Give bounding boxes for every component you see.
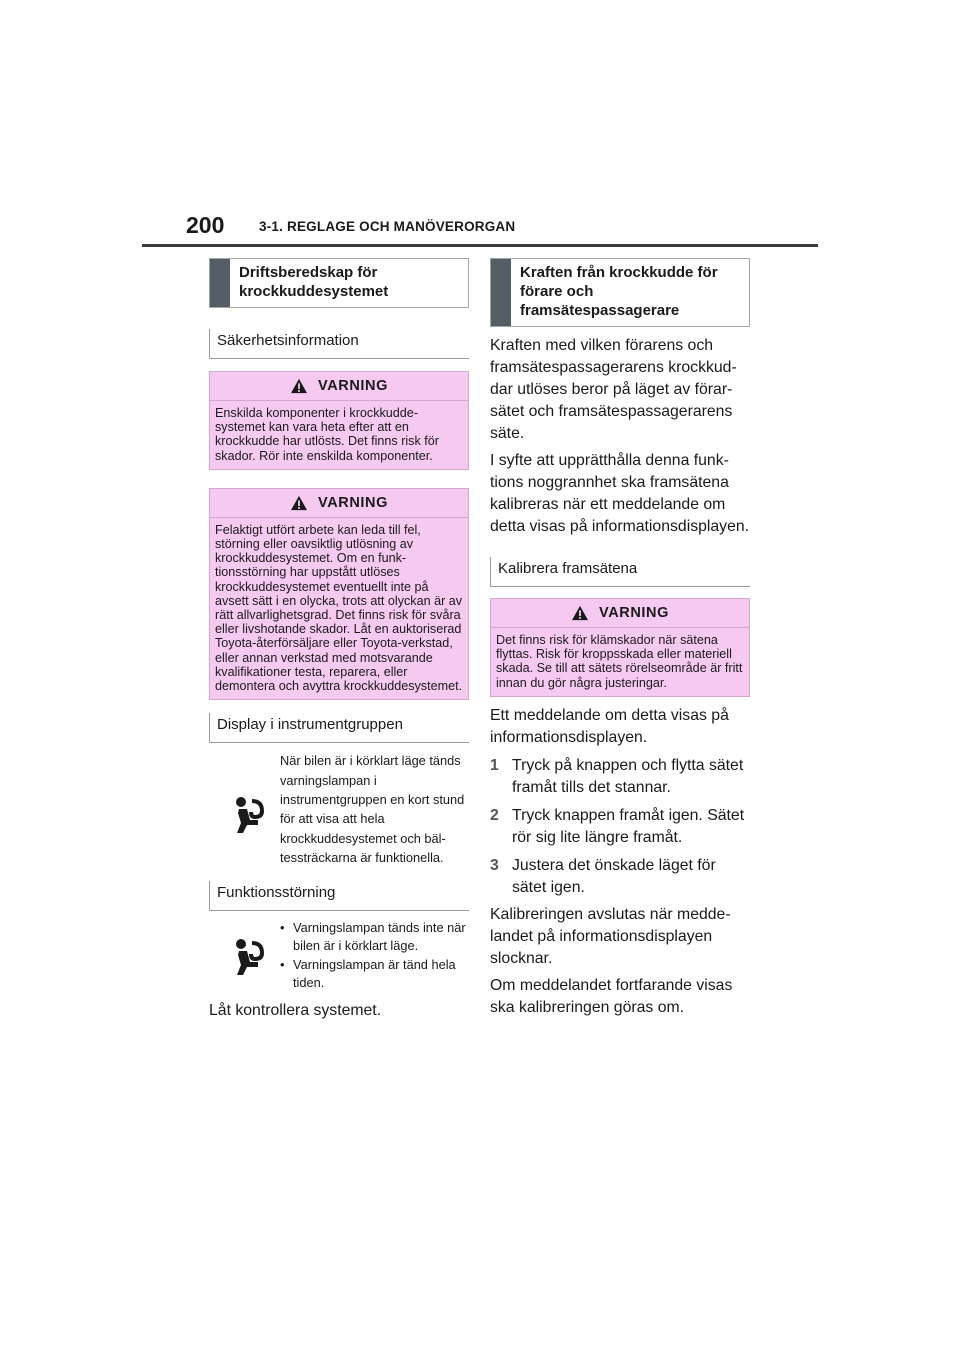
step-text: Tryck på knappen och flytta sätet framåt tills det stannar.	[512, 756, 744, 796]
left-column	[209, 258, 469, 1022]
warning-triangle-icon	[290, 378, 308, 394]
malfunction-list	[280, 919, 469, 993]
body-paragraph: Ett meddelande om detta visas på informationsdisplayen.	[490, 706, 729, 746]
step-number: 3	[490, 856, 499, 874]
body-paragraph: Kalibreringen avslutas när meddelandet på informationsdisplayen slocknar.	[490, 905, 731, 967]
warning-header	[210, 489, 468, 518]
malfunction-heading: Funktionsstörning	[217, 883, 336, 901]
malfunction-info-row	[209, 919, 469, 993]
display-heading-box	[209, 713, 469, 743]
section-title-bar	[491, 259, 511, 326]
page-number: 200	[186, 212, 225, 238]
step-item	[490, 805, 750, 849]
malfunction-heading-box	[209, 881, 469, 911]
page-header	[142, 212, 818, 246]
check-system-text: Låt kontrollera systemet.	[209, 1002, 382, 1020]
section-title-box	[490, 258, 750, 327]
warning-text: Det finns risk för klämskador när sätena flyttas. Risk för kroppsskada eller materiell skada. Se till att sätets rörelseområde är fritt innan du gör några justeringar.	[496, 633, 743, 690]
warning-text: Felaktigt utfört arbete kan leda till fel, störning eller oavsiktlig utlösning av krockkuddesystemet. Om en funktionsstörning har uppstått utlöses krockkuddesystemet eventuellt inte på avsett sätt i en olycka, trots att olyckan är av rätt allvarlighetsgrad. Det finns risk för svåra eller livshotande skador. Låt en auktoriserad Toyota-återförsäljare eller Toyota-verkstad, eller annan verkstad med motsvarande kvalifikationer testa, reparera, eller demontera och avyttra krockkuddesystemet.	[215, 522, 463, 694]
list-item: • Varningslampan är tänd hela tiden.	[280, 956, 469, 993]
right-column	[490, 258, 750, 1019]
warning-header	[210, 372, 468, 401]
warning-box-3	[490, 598, 750, 697]
airbag-warning-icon	[231, 937, 267, 977]
step-text: Justera det önskade läget för sätet igen.	[512, 856, 716, 896]
step-number: 2	[490, 806, 499, 824]
chapter-title: 3-1. REGLAGE OCH MANÖVERORGAN	[259, 219, 516, 234]
body-paragraph: I syfte att upprätthålla denna funktions noggrannhet ska framsätena kalibreras när ett meddelande om detta visas på informationsdisplayen.	[490, 452, 750, 535]
section-title: Kraften från krockkudde för förare och framsätespassagerare	[520, 264, 718, 319]
body-paragraph: Om meddelandet fortfarande visas ska kalibreringen göras om.	[490, 976, 733, 1016]
list-item: • Varningslampan tänds inte när bilen är i körklart läge.	[280, 919, 469, 956]
step-number: 1	[490, 756, 499, 774]
warning-box-2	[209, 488, 469, 700]
warning-label: VARNING	[318, 494, 388, 511]
airbag-warning-icon	[231, 795, 267, 835]
display-info-row	[209, 751, 469, 867]
header-rule	[142, 244, 818, 247]
step-item	[490, 855, 750, 899]
display-heading: Display i instrumentgruppen	[217, 716, 403, 734]
display-info-text: När bilen är i körklart läge tänds varningslampan i instrumentgruppen en kort stund för att visa att hela krockkuddesystemet och bältessträckarna är funktionella.	[280, 753, 465, 866]
warning-label: VARNING	[318, 378, 388, 394]
warning-triangle-icon	[290, 495, 308, 511]
body-paragraph: Kraften med vilken förarens och framsätespassagerarens krockkuddar utlöses beror på läget av förarsätet och framsätespassagerarens säte.	[490, 337, 737, 442]
warning-header	[491, 599, 749, 628]
warning-label: VARNING	[599, 605, 669, 621]
warning-triangle-icon	[571, 605, 589, 621]
step-text: Tryck knappen framåt igen. Sätet rör sig lite längre framåt.	[512, 806, 745, 846]
section-title-bar	[210, 259, 230, 307]
section-title: Driftsberedskap för krockkuddesystemet	[239, 264, 389, 300]
section-title-box	[209, 258, 469, 308]
warning-text: Enskilda komponenter i krockkuddesystemet kan vara heta efter att en krockkudde har utlösts. Det finns risk för skador. Rör inte enskilda komponenter.	[215, 406, 439, 463]
calibrate-heading: Kalibrera framsätena	[498, 560, 638, 577]
safety-heading-box	[209, 329, 469, 359]
step-item	[490, 755, 750, 799]
safety-heading: Säkerhetsinformation	[217, 332, 359, 349]
warning-box-1	[209, 371, 469, 470]
calibrate-heading-box	[490, 557, 750, 587]
calibration-steps	[490, 755, 750, 899]
